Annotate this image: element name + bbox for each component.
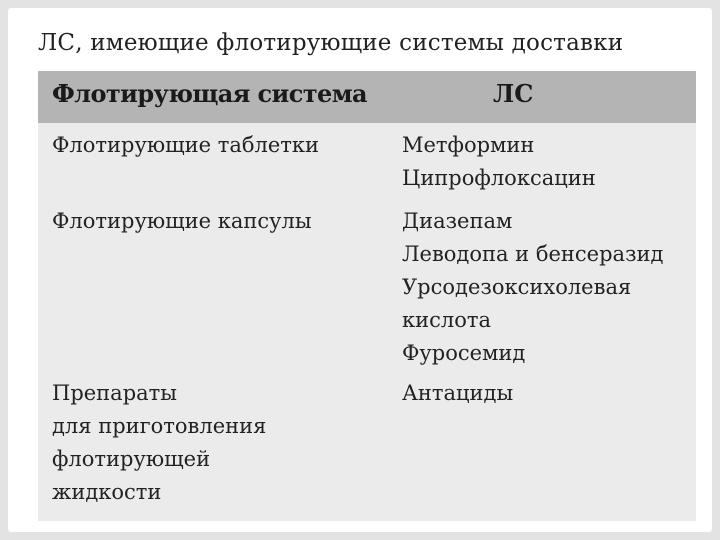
drug-name: Метформин	[402, 133, 535, 157]
cell-text: флотирующей	[52, 447, 211, 471]
cell-floating-system	[52, 377, 372, 509]
drug-name: Диазепам	[402, 209, 513, 233]
cell-drugs	[402, 205, 692, 370]
header-floating-system: Флотирующая система	[52, 79, 367, 108]
table-caption: ЛС, имеющие флотирующие системы доставки	[38, 30, 624, 56]
cell-floating-system	[52, 205, 372, 238]
drug-name: Антациды	[402, 381, 514, 405]
cell-text: для приготовления	[52, 414, 267, 438]
cell-text: жидкости	[52, 480, 162, 504]
drug-table	[38, 71, 696, 521]
cell-drugs	[402, 377, 692, 410]
slide	[8, 8, 712, 532]
cell-text: Флотирующие капсулы	[52, 209, 312, 233]
drug-name: Ципрофлоксацин	[402, 166, 596, 190]
drug-name: Леводопа и бенсеразид	[402, 242, 664, 266]
header-drugs: ЛС	[493, 79, 534, 108]
drug-name: кислота	[402, 308, 492, 332]
drug-name: Фуросемид	[402, 341, 526, 365]
table-header	[38, 71, 696, 123]
cell-text: Флотирующие таблетки	[52, 133, 320, 157]
drug-name: Урсодезоксихолевая	[402, 275, 632, 299]
cell-floating-system	[52, 129, 372, 162]
cell-text: Препараты	[52, 381, 177, 405]
cell-drugs	[402, 129, 692, 195]
